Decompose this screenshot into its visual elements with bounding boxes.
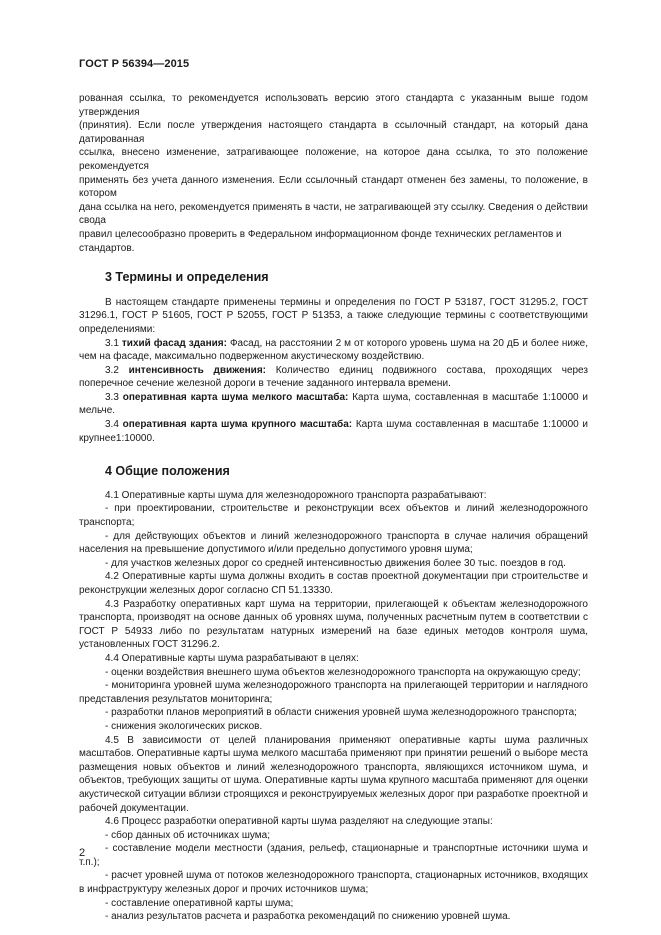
term-text: Карта шума, составленная в масштабе 1:10000 и мельче. — [79, 391, 589, 417]
intro-line: дана ссылка на него, рекомендуется применять в части, не затрагивающей эту ссылку. Сведения о действии свода — [79, 201, 588, 227]
term-text: Количество единиц подвижного состава, проходящих через поперечное сечение железной дороги в течение заданного интервала времени. — [79, 364, 588, 390]
term-name: оперативная карта шума крупного масштаба: — [122, 419, 353, 431]
term-definition — [79, 418, 588, 445]
term-name: интенсивность движения: — [128, 364, 266, 376]
section-4-paragraph: - анализ результатов расчета и разработка рекомендаций по снижению уровней шума. — [105, 911, 511, 923]
term-number: 3.3 — [105, 391, 119, 403]
section-3-intro: В настоящем стандарте применены термины и определения по ГОСТ Р 53187, ГОСТ 31295.2, ГОСТ 31296.1, ГОСТ Р 51605, ГОСТ Р 52055, ГОСТ Р 51353, а также следующие термины с соответствующими определениями: — [79, 296, 588, 335]
section-3-title: 3 Термины и определения — [105, 270, 269, 285]
page-content — [79, 92, 588, 924]
term-number: 3.4 — [105, 419, 119, 431]
page-number: 2 — [79, 847, 86, 859]
section-4-paragraph: - сбор данных об источниках шума; — [105, 829, 270, 841]
section-4-paragraph: - для действующих объектов и линий железнодорожного транспорта в случае наличия обращений населения на превышение допустимого и/или предельно допустимого уровня шума; — [79, 530, 588, 556]
section-4-paragraph: - снижения экологических рисков. — [105, 720, 263, 732]
section-4-body — [79, 489, 588, 924]
terms-list — [79, 337, 588, 446]
document-header: ГОСТ Р 56394—2015 — [79, 58, 190, 70]
section-4-paragraph: - мониторинга уровней шума железнодорожного транспорта на прилегающей территории и наглядного представления результатов мониторинга; — [79, 680, 588, 705]
section-4-title: 4 Общие положения — [105, 464, 230, 479]
term-number: 3.2 — [105, 364, 119, 376]
intro-line: (принятия). Если после утверждения настоящего стандарта в ссылочный стандарт, на который дана датированная — [79, 120, 588, 145]
section-4-paragraph: 4.2 Оперативные карты шума должны входить в состав проектной документации при строительстве и реконструкции железных дорог согласно СП 51.13330. — [79, 571, 588, 596]
section-4-paragraph: - оценки воздействия внешнего шума объектов железнодорожного транспорта на окружающую среду; — [105, 666, 581, 678]
section-4-paragraph: - расчет уровней шума от потоков железнодорожного транспорта, стационарных источников, входящих в инфраструктуру железных дорог и прочих источников шума; — [79, 870, 588, 896]
intro-paragraph — [79, 92, 588, 255]
section-4-paragraph: - разработки планов мероприятий в области снижения уровней шума железнодорожного транспорта; — [105, 707, 577, 719]
term-text: Фасад, на расстоянии 2 м от которого уровень шума на 20 дБ и более ниже, чем на фасаде, максимально подверженном акустическому воздействию. — [79, 337, 589, 363]
section-4-paragraph: 4.3 Разработку оперативных карт шума на территории, прилегающей к объектам железнодорожного транспорта, производят на основе данных об уровнях шума, полученных расчетным путем в соответствии с ГОСТ Р 54933 либо по результатам натурных измерений на базе единых методов контроля шума, установленных ГОСТ 31296.2. — [79, 598, 588, 651]
section-4-paragraph: - для участков железных дорог со средней интенсивностью движения более 30 тыс. поездов в год. — [105, 557, 566, 569]
term-definition — [79, 391, 588, 418]
section-4-paragraph: - составление оперативной карты шума; — [105, 897, 294, 909]
term-definition — [79, 337, 588, 364]
section-4-paragraph: 4.1 Оперативные карты шума для железнодорожного транспорта разрабатывают: — [105, 489, 487, 501]
term-text: Карта шума составленная в масштабе 1:10000 и крупнее1:10000. — [79, 419, 589, 444]
term-name: оперативная карта шума мелкого масштаба: — [122, 391, 349, 403]
term-name: тихий фасад здания: — [121, 337, 227, 349]
intro-line: правил целесообразно проверить в Федеральном информационном фонде технических регламентов и стандартов. — [79, 228, 562, 254]
term-number: 3.1 — [105, 337, 119, 349]
intro-line: рованная ссылка, то рекомендуется использовать версию этого стандарта с указанным выше годом утверждения — [79, 93, 588, 118]
section-4-paragraph: 4.4 Оперативные карты шума разрабатывают в целях: — [105, 652, 359, 664]
section-4-paragraph: - составление модели местности (здания, рельеф, стационарные и транспортные источники шума и т.п.); — [79, 843, 588, 868]
term-definition — [79, 364, 588, 391]
section-4-paragraph: 4.6 Процесс разработки оперативной карты шума разделяют на следующие этапы: — [105, 816, 493, 828]
section-4-paragraph: 4.5 В зависимости от целей планирования применяют оперативные карты шума различных масштабов. Оперативные карты шума мелкого масштаба применяют при принятии решений о выборе места размещения новых объектов и линий железнодорожного транспорта, являющихся источником шума, и объектов, требующих защиты от шума. Оперативные карты шума крупного масштаба применяют для оценки акустической ситуации вблизи строящихся и реконструируемых железных дорог при разработке проектной и рабочей документации. — [79, 734, 588, 814]
intro-line: применять без учета данного изменения. Если ссылочный стандарт отменен без замены, то положение, в котором — [79, 174, 588, 200]
section-4-paragraph: - при проектировании, строительстве и реконструкции всех объектов и линий железнодорожного транспорта; — [79, 503, 588, 529]
intro-line: ссылка, внесено изменение, затрагивающее положение, на которое дана ссылка, то это положение рекомендуется — [79, 147, 588, 172]
